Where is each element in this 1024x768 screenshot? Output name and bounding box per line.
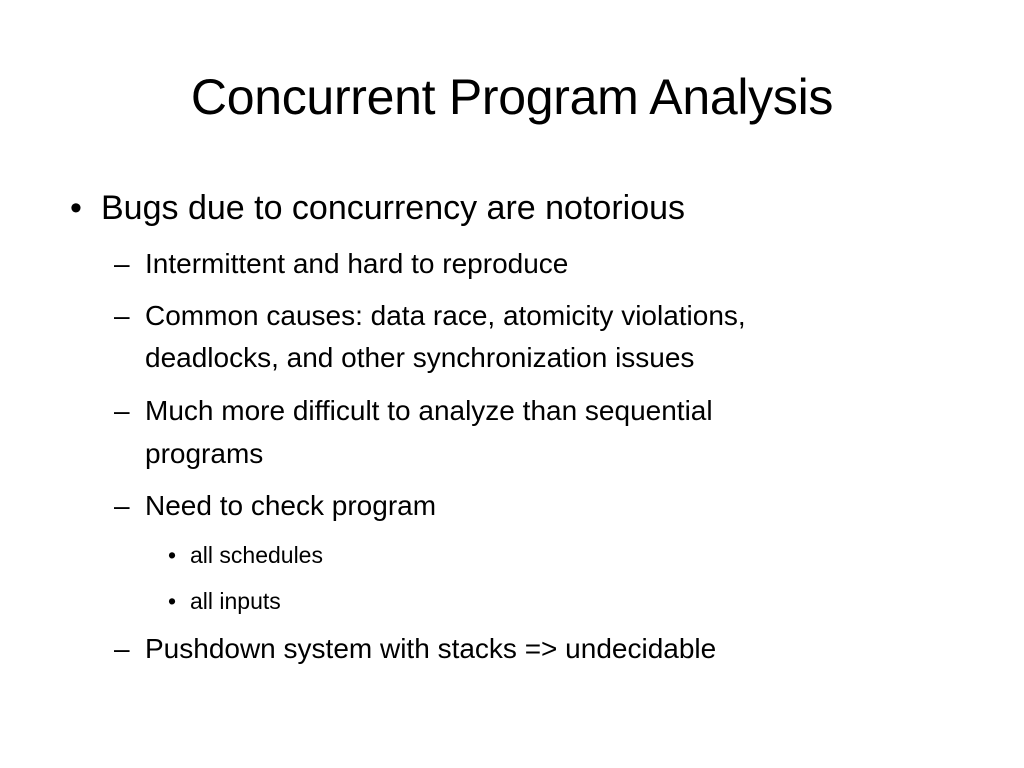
subbullet-text: Common causes: data race, atomicity violations, — [145, 300, 746, 331]
dash-marker: – — [114, 490, 130, 521]
subbullet-text: Much more difficult to analyze than sequential — [145, 395, 713, 426]
subbullet-text: Intermittent and hard to reproduce — [145, 248, 569, 279]
bullet-marker: • — [168, 542, 177, 568]
dash-marker: – — [114, 395, 130, 426]
bullet-marker: • — [168, 588, 177, 614]
dash-marker: – — [114, 633, 130, 664]
bullet-marker: • — [70, 189, 82, 227]
bullet-level1-text: Bugs due to concurrency are notorious — [101, 189, 686, 227]
dash-marker: – — [114, 248, 130, 279]
slide-title: Concurrent Program Analysis — [190, 69, 834, 125]
subsubbullet-text: all schedules — [190, 542, 323, 568]
subsubbullet-text: all inputs — [190, 588, 281, 614]
dash-marker: – — [114, 300, 130, 331]
subbullet-text: Need to check program — [145, 490, 437, 521]
subbullet-text: Pushdown system with stacks => undecidable — [145, 633, 717, 664]
subbullet-text-continued: programs — [145, 438, 264, 469]
subbullet-text-continued: deadlocks, and other synchronization issues — [145, 342, 695, 373]
